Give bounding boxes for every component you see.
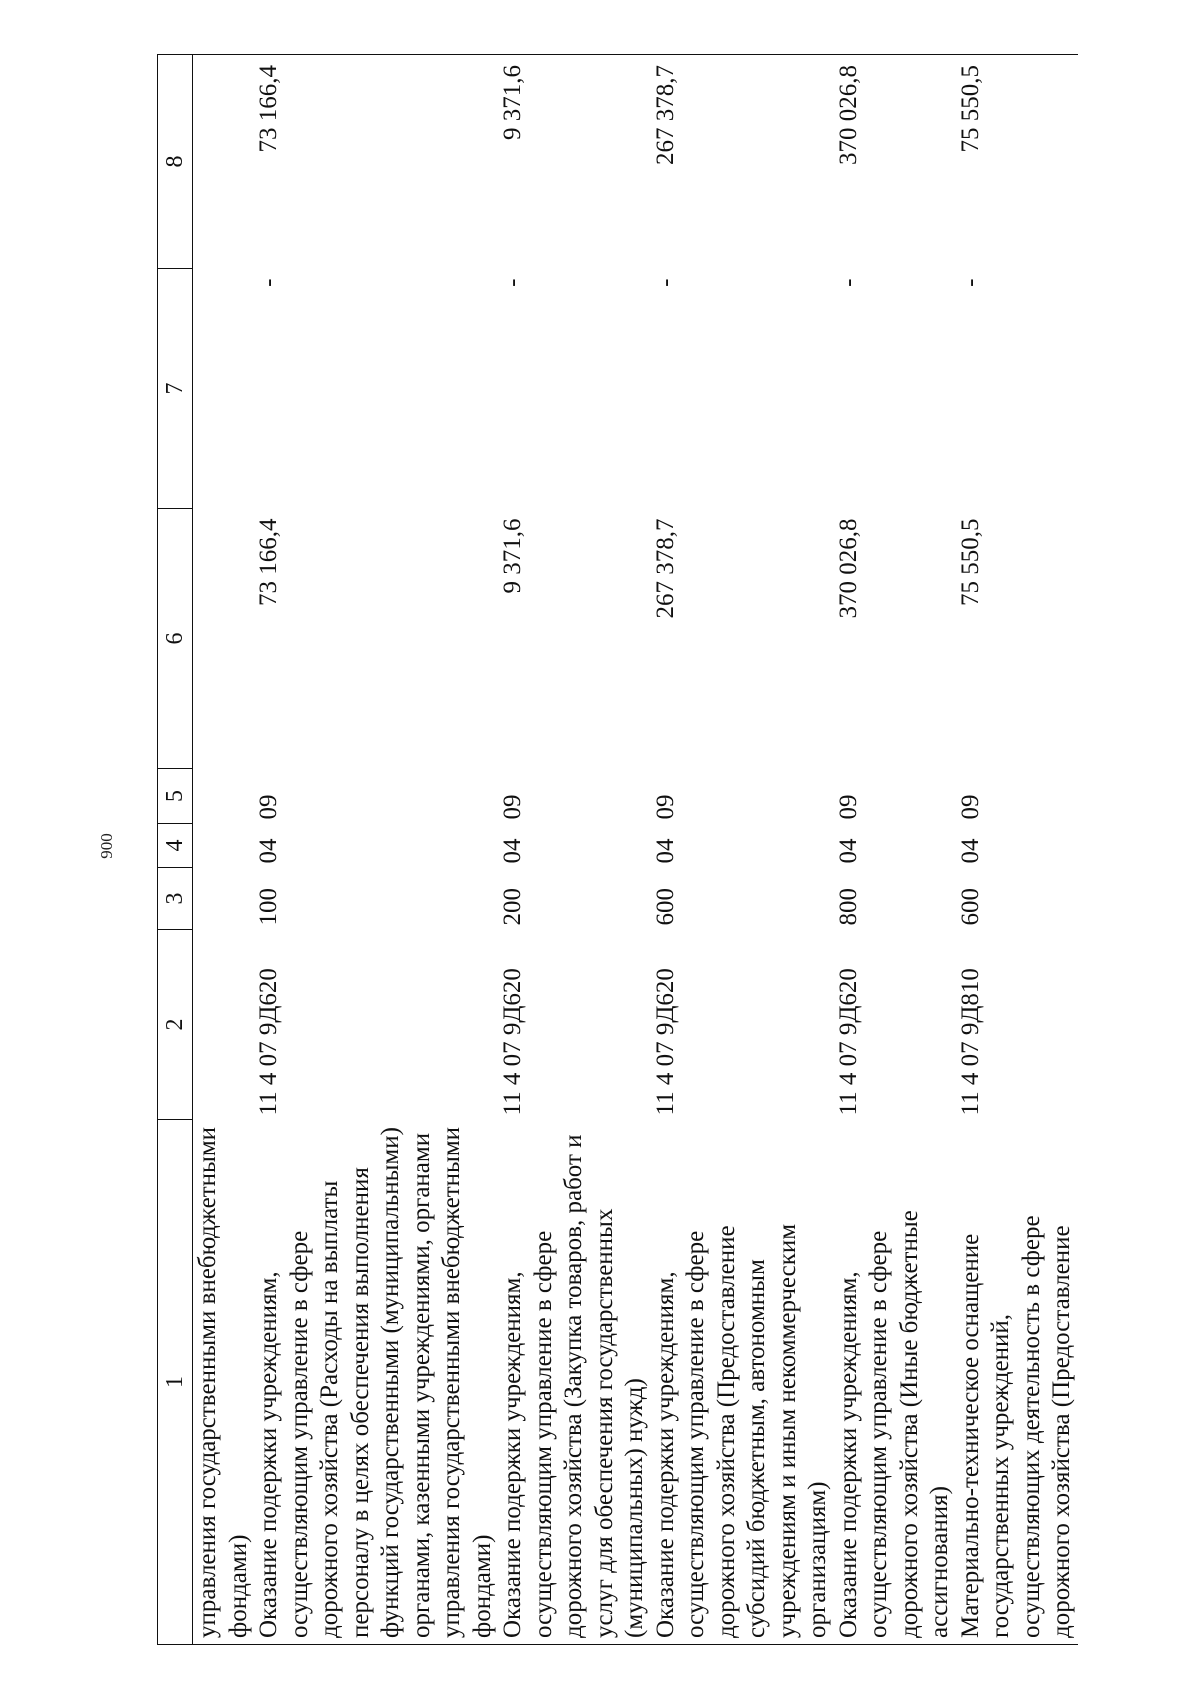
row-name: Материально-техническое оснащение государственных учреждений, осуществляющих деятельность в сфере дорожного хозяйства (Предоставление (956, 1120, 1078, 1645)
row-vr: 100 (255, 888, 282, 926)
budget-table-sheet (157, 55, 1075, 1645)
row-sum-7: - (834, 278, 862, 287)
budget-table (157, 54, 1078, 1645)
row-vr: 600 (956, 888, 984, 926)
row-sum-6 (193, 509, 255, 769)
row-sum-8: 75 550,5 (956, 55, 1078, 269)
row-pr: 09 (651, 794, 679, 820)
row-rz: 04 (651, 838, 679, 864)
row-vr: 600 (651, 888, 679, 926)
row-name: Оказание подержки учреждениям, осуществляющим управление в сфере дорожного хозяйства (Расходы на выплаты персоналу в целях обеспечения выполнения функций государственными (муниципальными) органами, казенными учреждениями, органами управления государственными внебюджетными фондами) (254, 1120, 498, 1645)
row-rz: 04 (499, 838, 526, 864)
row-sum-6: 267 378,7 (651, 518, 679, 619)
row-vr: 800 (834, 888, 862, 926)
column-header-7: 7 (158, 269, 193, 509)
row-code: 11 4 07 9Д620 (499, 968, 526, 1116)
column-header-5: 5 (158, 769, 193, 824)
table-row (956, 55, 1078, 1645)
row-sum-8: 73 166,4 (254, 55, 498, 269)
column-header-8: 8 (158, 55, 193, 269)
table-row (834, 55, 956, 1645)
row-rz: 04 (255, 838, 282, 864)
row-pr: 09 (255, 794, 282, 820)
row-name: Оказание подержки учреждениям, осуществляющим управление в сфере дорожного хозяйства (Иные бюджетные ассигнования) (834, 1120, 956, 1645)
column-header-3: 3 (158, 868, 193, 930)
row-name: Оказание подержки учреждениям, осуществляющим управление в сфере дорожного хозяйства (Закупка товаров, работ и услуг для обеспечения государственных (муниципальных) нужд) (498, 1120, 651, 1645)
row-sum-8 (193, 55, 255, 269)
row-sum-6: 9 371,6 (499, 518, 526, 594)
row-sum-8: 267 378,7 (651, 55, 834, 269)
column-header-1: 1 (158, 1120, 193, 1645)
row-pr: 09 (499, 794, 526, 820)
row-sum-6: 73 166,4 (255, 518, 282, 606)
row-sum-6: 75 550,5 (956, 518, 984, 606)
column-header-4: 4 (158, 824, 193, 868)
row-vr: 200 (499, 888, 526, 926)
table-row (193, 55, 255, 1645)
row-sum-7: - (255, 278, 282, 287)
row-sum-6: 370 026,8 (834, 518, 862, 619)
row-sum-7 (193, 269, 255, 509)
row-sum-8: 9 371,6 (498, 55, 651, 269)
table-row (651, 55, 834, 1645)
row-sum-7: - (956, 278, 984, 287)
column-number-header (158, 55, 193, 1645)
table-row (498, 55, 651, 1645)
row-pr: 09 (834, 794, 862, 820)
column-header-2: 2 (158, 930, 193, 1120)
row-sum-7: - (651, 278, 679, 287)
row-sum-8: 370 026,8 (834, 55, 956, 269)
row-sum-7: - (499, 278, 526, 287)
column-header-6: 6 (158, 509, 193, 769)
row-pr (193, 769, 255, 824)
row-code: 11 4 07 9Д620 (255, 968, 282, 1116)
row-pr: 09 (956, 794, 984, 820)
row-rz: 04 (834, 838, 862, 864)
page-number: 900 (97, 833, 116, 859)
table-row (254, 55, 498, 1645)
row-rz: 04 (956, 838, 984, 864)
row-rz (193, 824, 255, 868)
row-code: 11 4 07 9Д620 (834, 968, 862, 1116)
row-name: Оказание подержки учреждениям, осуществляющим управление в сфере дорожного хозяйства (Предоставление субсидий бюджетным, автономным учреждениям и иным некоммерческим организациям) (651, 1120, 834, 1645)
row-code: 11 4 07 9Д620 (651, 968, 679, 1116)
row-vr (193, 868, 255, 930)
row-name: управления государственными внебюджетными фондами) (193, 1120, 255, 1645)
row-code: 11 4 07 9Д810 (956, 968, 984, 1116)
row-code (193, 930, 255, 1120)
